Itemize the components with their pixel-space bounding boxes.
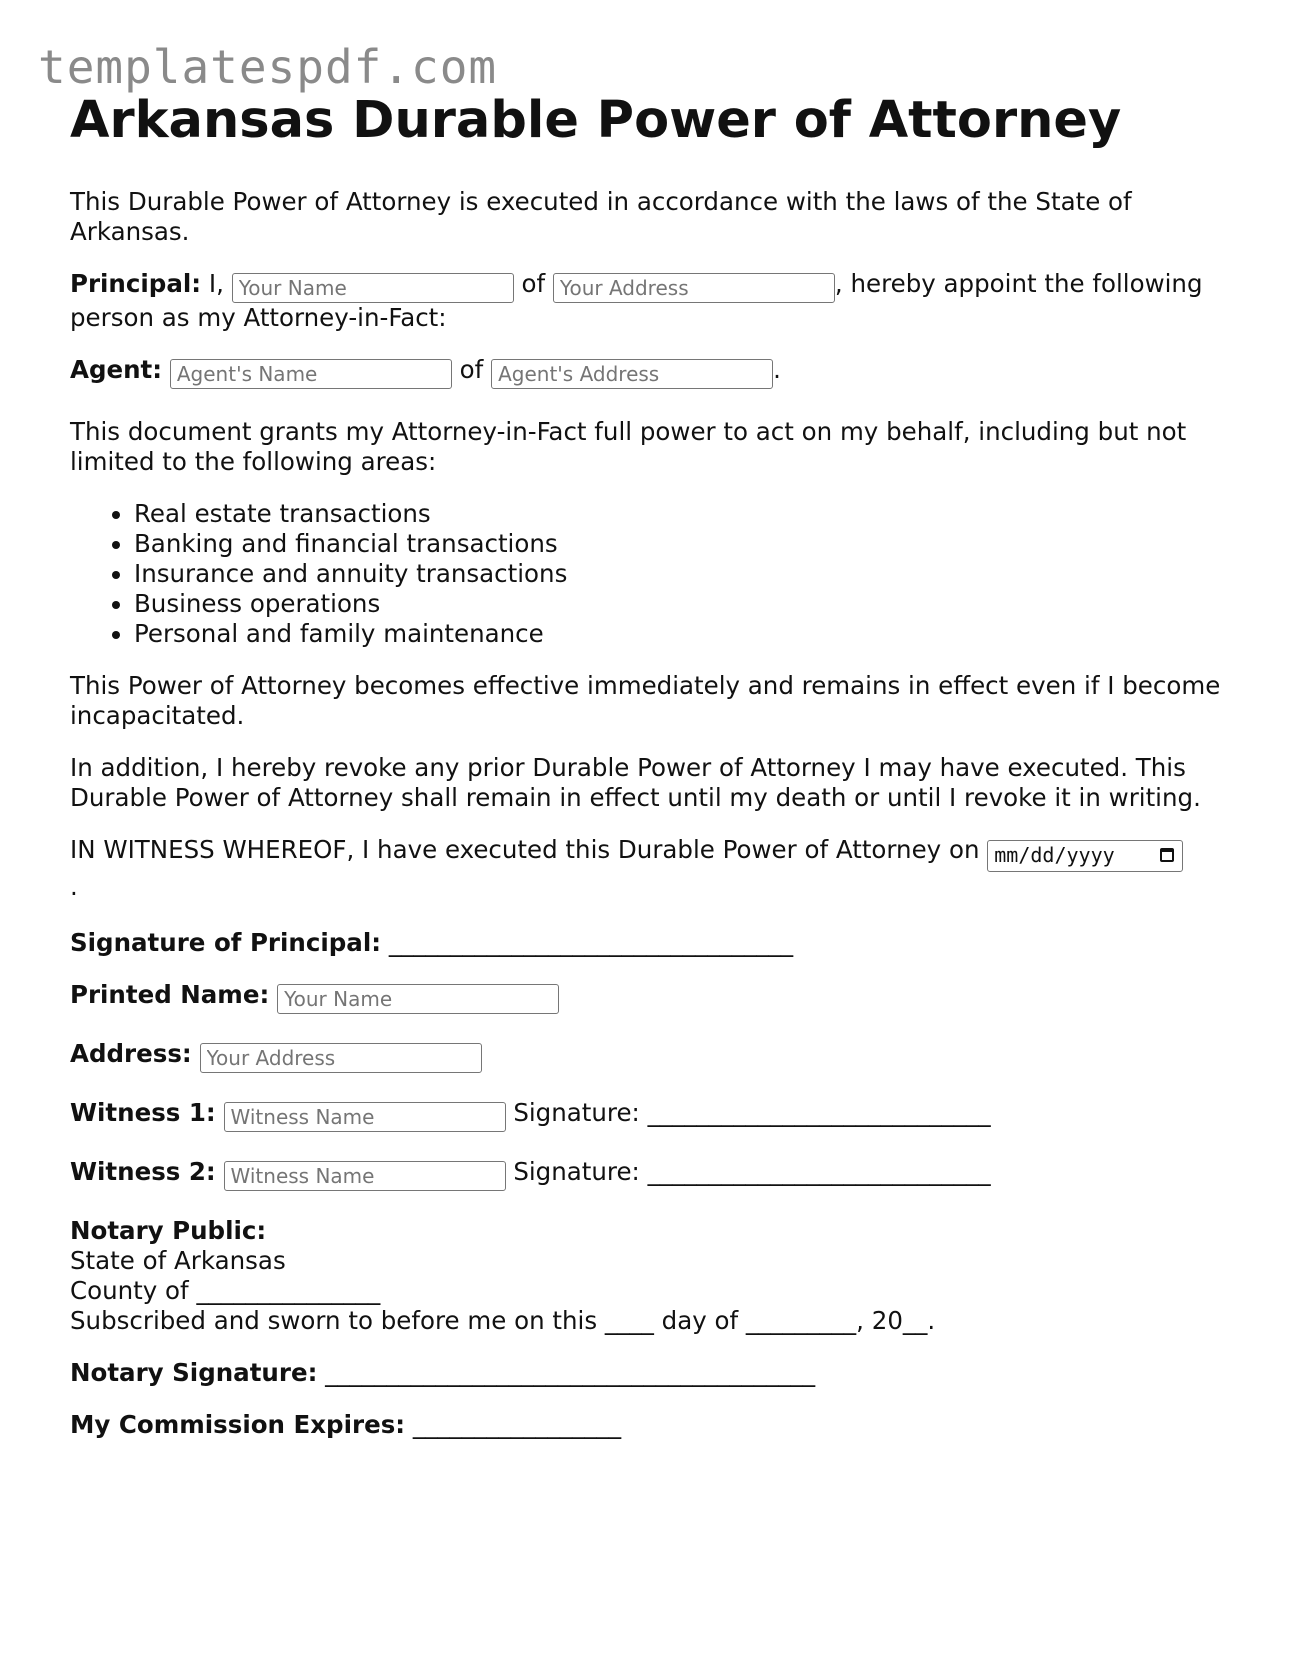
notary-state: State of Arkansas bbox=[70, 1246, 286, 1276]
address-row bbox=[70, 1039, 1230, 1073]
printed-name-label: Printed Name: bbox=[70, 980, 270, 1010]
principal-signature-line: _________________________________ bbox=[388, 928, 794, 958]
calendar-icon[interactable] bbox=[1160, 848, 1174, 862]
printed-name-row bbox=[70, 980, 1230, 1014]
principal-of: of bbox=[521, 269, 546, 299]
witness-1-row bbox=[70, 1098, 1230, 1132]
list-item: • Personal and family maintenance bbox=[134, 619, 1230, 649]
witness-1-name-input[interactable] bbox=[224, 1102, 506, 1132]
document bbox=[70, 90, 1230, 1462]
agent-label: Agent: bbox=[70, 355, 163, 385]
notary-sworn-statement: Subscribed and sworn to before me on this ____ day of _________, 20__. bbox=[70, 1306, 936, 1336]
notary-section bbox=[70, 1216, 1230, 1336]
address-input[interactable] bbox=[200, 1043, 482, 1073]
list-item: • Business operations bbox=[134, 589, 1230, 619]
page-title: Arkansas Durable Power of Attorney bbox=[70, 91, 1122, 150]
witness-1-signature-label: Signature: bbox=[513, 1098, 640, 1128]
witness-2-signature-label: Signature: bbox=[513, 1157, 640, 1187]
principal-suffix: , hereby appoint the following person as my Attorney-in-Fact: bbox=[70, 269, 1203, 333]
notary-label: Notary Public: bbox=[70, 1216, 267, 1246]
witness-2-row bbox=[70, 1157, 1230, 1191]
principal-address-input[interactable] bbox=[553, 273, 835, 303]
principal-prefix: I, bbox=[208, 269, 224, 299]
witness-1-label: Witness 1: bbox=[70, 1098, 216, 1128]
principal-section bbox=[70, 269, 1230, 333]
notary-signature-label: Notary Signature: bbox=[70, 1358, 318, 1388]
notary-signature-line: ________________________________________ bbox=[325, 1358, 816, 1388]
agent-address-input[interactable] bbox=[491, 359, 773, 389]
agent-name-input[interactable] bbox=[170, 359, 452, 389]
principal-label: Principal: bbox=[70, 269, 202, 299]
list-item: • Banking and financial transactions bbox=[134, 529, 1230, 559]
areas-list bbox=[70, 499, 1230, 649]
notary-county: County of _______________ bbox=[70, 1276, 381, 1306]
principal-signature-row bbox=[70, 928, 1230, 958]
witness-clause-suffix: . bbox=[70, 872, 78, 902]
witness-clause-text: IN WITNESS WHEREOF, I have executed this Durable Power of Attorney on bbox=[70, 835, 980, 865]
commission-row bbox=[70, 1410, 1230, 1440]
revoke-paragraph: In addition, I hereby revoke any prior Durable Power of Attorney I may have executed. This Durable Power of Attorney shall remain in effect until my death or until I revoke it in writing. bbox=[70, 753, 1201, 813]
witness-2-name-input[interactable] bbox=[224, 1161, 506, 1191]
address-label: Address: bbox=[70, 1039, 192, 1069]
principal-name-input[interactable] bbox=[232, 273, 514, 303]
date-placeholder: mm/dd/yyyy bbox=[994, 843, 1115, 868]
execution-date-input[interactable] bbox=[987, 840, 1183, 872]
witness-1-signature-line: ____________________________ bbox=[647, 1098, 991, 1128]
effective-paragraph: This Power of Attorney becomes effective immediately and remains in effect even if I become incapacitated. bbox=[70, 671, 1221, 731]
principal-signature-label: Signature of Principal: bbox=[70, 928, 382, 958]
notary-signature-row bbox=[70, 1358, 1230, 1388]
witness-clause bbox=[70, 835, 1230, 902]
agent-section bbox=[70, 355, 1230, 389]
grant-paragraph: This document grants my Attorney-in-Fact full power to act on my behalf, including but not limited to the following areas: bbox=[70, 417, 1187, 477]
list-item: • Insurance and annuity transactions bbox=[134, 559, 1230, 589]
watermark: templatespdf.com bbox=[38, 40, 498, 94]
witness-2-label: Witness 2: bbox=[70, 1157, 216, 1187]
witness-2-signature-line: ____________________________ bbox=[647, 1157, 991, 1187]
commission-label: My Commission Expires: bbox=[70, 1410, 406, 1440]
agent-suffix: . bbox=[773, 355, 781, 385]
agent-of: of bbox=[459, 355, 484, 385]
list-item: • Real estate transactions bbox=[134, 499, 1230, 529]
commission-line: _________________ bbox=[412, 1410, 622, 1440]
intro-paragraph: This Durable Power of Attorney is executed in accordance with the laws of the State of Arkansas. bbox=[70, 187, 1132, 247]
printed-name-input[interactable] bbox=[277, 984, 559, 1014]
